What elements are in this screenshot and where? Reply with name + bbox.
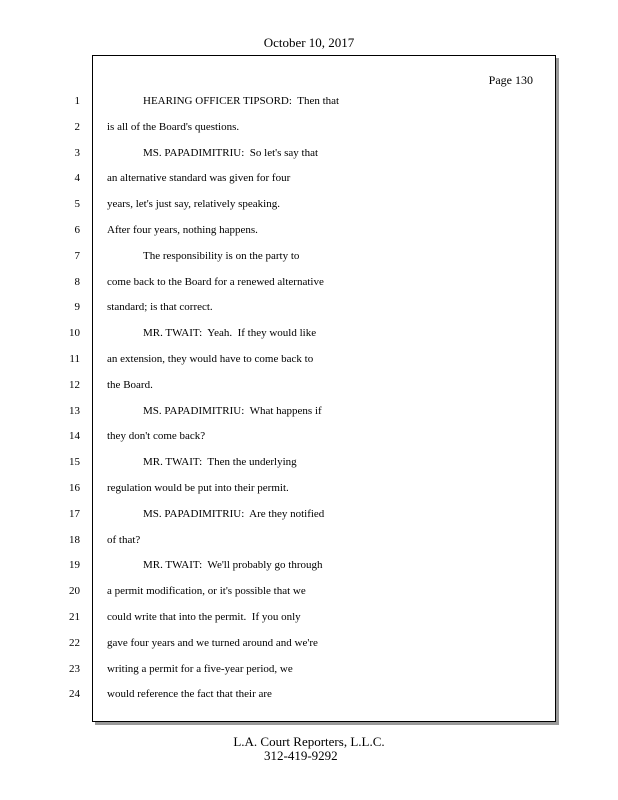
- transcript-line-text: MS. PAPADIMITRIU: What happens if: [143, 405, 322, 417]
- line-number: 12: [69, 379, 80, 391]
- transcript-line-text: MR. TWAIT: Yeah. If they would like: [143, 327, 317, 339]
- line-number: 10: [69, 327, 80, 339]
- line-number: 8: [74, 276, 80, 288]
- footer-phone-number: 312-419-9292: [264, 748, 338, 763]
- line-number: 14: [69, 430, 80, 442]
- line-number: 16: [69, 482, 80, 494]
- line-number: 24: [69, 688, 80, 700]
- transcript-line-text: would reference the fact that their are: [107, 688, 272, 700]
- transcript-line-text: regulation would be put into their permit.: [107, 482, 289, 494]
- line-number: 23: [69, 663, 80, 675]
- transcript-line-text: years, let's just say, relatively speaking.: [107, 198, 280, 210]
- line-number: 1: [74, 95, 80, 107]
- line-number: 5: [74, 198, 80, 210]
- transcript-line-text: an alternative standard was given for four: [107, 172, 291, 184]
- line-number: 7: [74, 250, 80, 262]
- page-number-label: Page 130: [488, 73, 533, 87]
- transcript-line-text: standard; is that correct.: [107, 301, 213, 313]
- transcript-line-text: MR. TWAIT: We'll probably go through: [143, 559, 323, 571]
- line-number: 11: [69, 353, 80, 365]
- transcript-line-text: MR. TWAIT: Then the underlying: [143, 456, 297, 468]
- page-date-header: October 10, 2017: [263, 35, 355, 50]
- transcript-line-text: HEARING OFFICER TIPSORD: Then that: [143, 95, 340, 107]
- transcript-line-text: a permit modification, or it's possible that we: [107, 585, 306, 597]
- line-number: 13: [69, 405, 80, 417]
- transcript-line-text: After four years, nothing happens.: [107, 224, 258, 236]
- transcript-line-text: MS. PAPADIMITRIU: Are they notified: [143, 508, 325, 520]
- footer-company-name: L.A. Court Reporters, L.L.C.: [233, 734, 385, 749]
- line-number: 6: [74, 224, 80, 236]
- transcript-line-text: the Board.: [107, 379, 153, 391]
- line-number: 22: [69, 637, 80, 649]
- line-number: 3: [74, 147, 80, 159]
- line-number: 4: [74, 172, 80, 184]
- transcript-line-text: they don't come back?: [107, 430, 206, 442]
- transcript-line-text: could write that into the permit. If you only: [107, 611, 301, 623]
- line-number: 2: [74, 121, 80, 133]
- line-number: 17: [69, 508, 80, 520]
- transcript-line-text: The responsibility is on the party to: [143, 250, 300, 262]
- transcript-line-text: come back to the Board for a renewed alternative: [107, 276, 324, 288]
- transcript-line-text: an extension, they would have to come back to: [107, 353, 314, 365]
- transcript-line-text: gave four years and we turned around and we're: [107, 637, 318, 649]
- line-number: 15: [69, 456, 80, 468]
- transcript-line-text: of that?: [107, 534, 141, 546]
- transcript-line-text: MS. PAPADIMITRIU: So let's say that: [143, 147, 319, 159]
- line-number: 20: [69, 585, 80, 597]
- line-number: 18: [69, 534, 80, 546]
- transcript-line-text: writing a permit for a five-year period, we: [107, 663, 293, 675]
- transcript-line-text: is all of the Board's questions.: [107, 121, 240, 133]
- line-number: 19: [69, 559, 80, 571]
- line-number: 21: [69, 611, 80, 623]
- line-number: 9: [74, 301, 80, 313]
